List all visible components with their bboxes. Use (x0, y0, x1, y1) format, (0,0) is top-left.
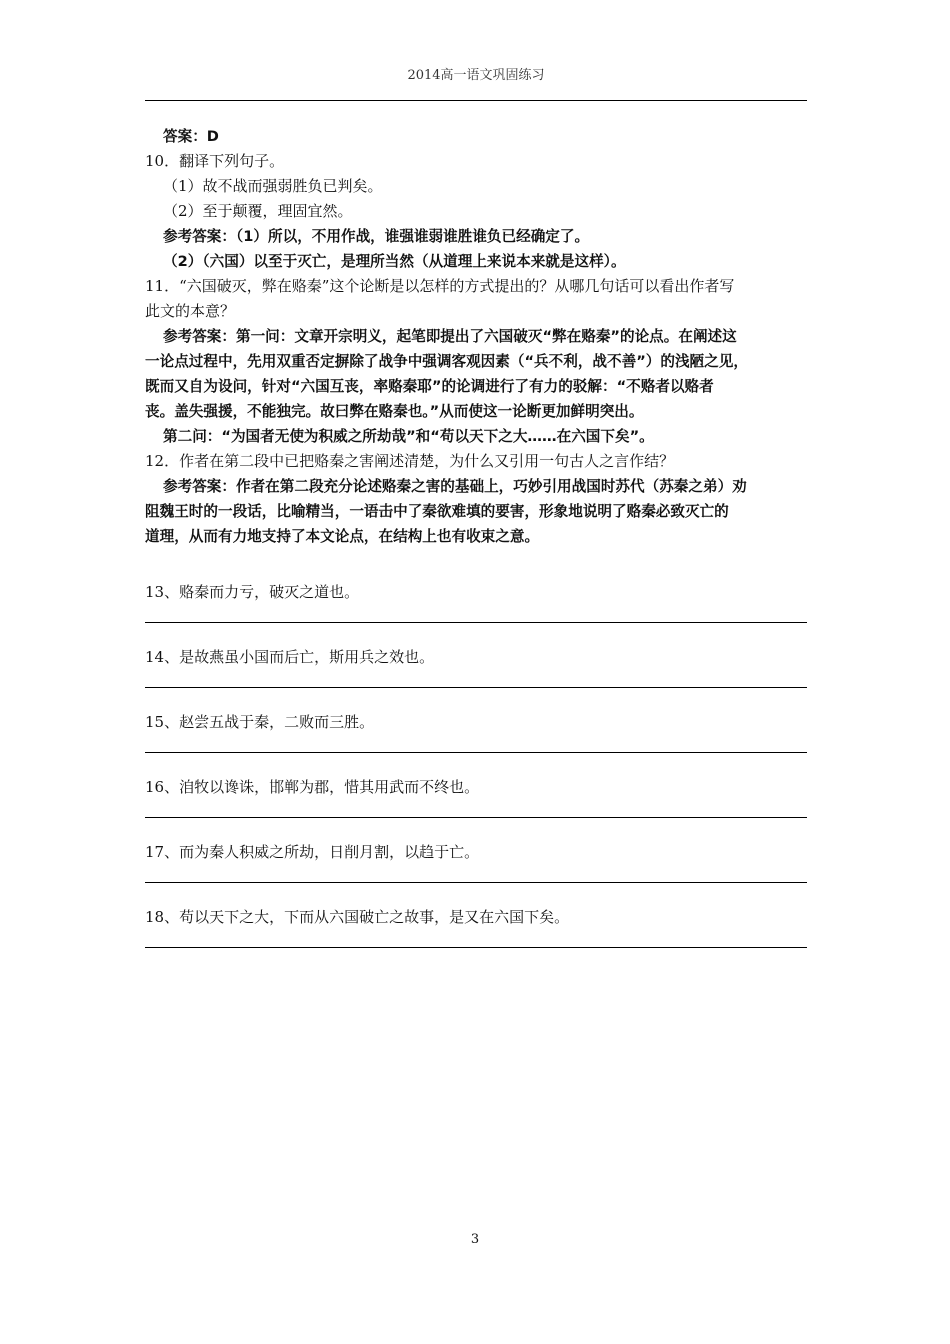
q9-answer: 答案：D (163, 128, 219, 145)
page-header: 2014高一语文巩固练习 (407, 68, 545, 83)
translation-item-17: 17、而为秦人积威之所劫，日削月割，以趋于亡。 (145, 843, 480, 861)
q11-answer-line4: 丧。盖失强援，不能独完。故曰弊在赂秦也。”从而使这一论断更加鲜明突出。 (145, 403, 644, 420)
q10-sub1: （1）故不战而强弱胜负已判矣。 (163, 177, 383, 195)
q11-answer-line3: 既而又自为设问，针对“六国互丧，率赂秦耶”的论调进行了有力的驳解：“不赂者以赂者 (145, 378, 714, 395)
answer-line-14 (145, 687, 807, 688)
q11-question-line2: 此文的本意？ (145, 302, 236, 320)
q10-sub2: （2）至于颠覆，理固宜然。 (163, 202, 353, 220)
q10-answer1: 参考答案：（1）所以，不用作战，谁强谁弱谁胜谁负已经确定了。 (163, 228, 590, 245)
q11-answer-line2: 一论点过程中，先用双重否定摒除了战争中强调客观因素（“兵不利，战不善”）的浅陋之见， (145, 353, 748, 370)
answer-line-17 (145, 882, 807, 883)
header-rule (145, 100, 807, 101)
document-body (145, 124, 809, 970)
spacer (145, 549, 809, 570)
q12-answer-line2: 阻魏王时的一段话，比喻精当，一语击中了秦欲难填的要害，形象地说明了赂秦必致灭亡的 (145, 503, 729, 520)
answer-line-13 (145, 622, 807, 623)
q11-question-line1: 11．“六国破灭，弊在赂秦”这个论断是以怎样的方式提出的？从哪几句话可以看出作者写 (145, 277, 735, 295)
answer-line-18 (145, 947, 807, 948)
answer-line-15 (145, 752, 807, 753)
q11-answer-line1: 参考答案：第一问：文章开宗明义，起笔即提出了六国破灭“弊在赂秦”的论点。在阐述这 (163, 328, 737, 345)
translation-item-13: 13、赂秦而力亏，破灭之道也。 (145, 583, 360, 601)
page-number: 3 (470, 1232, 480, 1247)
q10-question: 10．翻译下列句子。 (145, 152, 285, 170)
q12-answer-line3: 道理，从而有力地支持了本文论点，在结构上也有收束之意。 (145, 528, 540, 545)
answer-line-16 (145, 817, 807, 818)
q10-answer2: （2）（六国）以至于灭亡，是理所当然（从道理上来说本来就是这样）。 (163, 253, 626, 270)
translation-item-16: 16、洎牧以谗诛，邯郸为郡，惜其用武而不终也。 (145, 778, 480, 796)
translation-item-18: 18、苟以天下之大，下而从六国破亡之故事，是又在六国下矣。 (145, 908, 570, 926)
q12-question: 12．作者在第二段中已把赂秦之害阐述清楚，为什么又引用一句古人之言作结？ (145, 452, 675, 470)
q11-answer-line5: 第二问：“为国者无使为积威之所劫哉”和“苟以天下之大……在六国下矣”。 (163, 428, 654, 445)
translation-item-14: 14、是故燕虽小国而后亡，斯用兵之效也。 (145, 648, 435, 666)
translation-item-15: 15、赵尝五战于秦，二败而三胜。 (145, 713, 375, 731)
q12-answer-line1: 参考答案：作者在第二段充分论述赂秦之害的基础上，巧妙引用战国时苏代（苏秦之弟）劝 (163, 478, 747, 495)
